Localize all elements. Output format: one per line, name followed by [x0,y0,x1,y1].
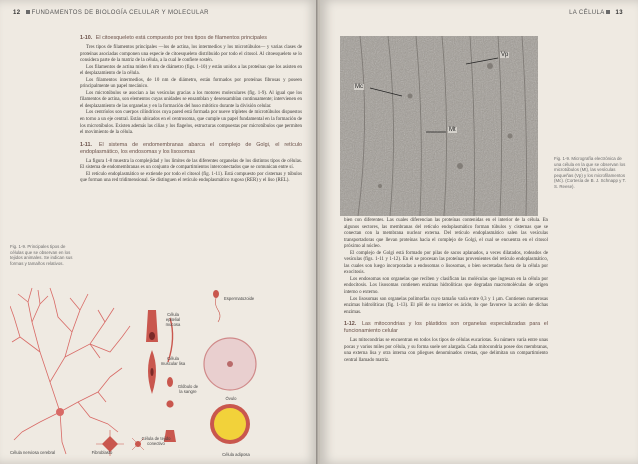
label-ovum: Óvulo [225,396,237,401]
left-running-head [10,10,209,16]
paragraph: Los lisosomas son organelas polimorfas cuyo tamaño varía entre 0,3 y 1 µm. Contienen numerosas enzimas hidrolíticas (fig. 1-13). El pH de su interior es ácido, lo que favorece la acción de dichas enzimas. [344,296,548,315]
label-connective: Célula de tejido conectivo [141,436,171,446]
label-neuron: Célula nerviosa cerebral [10,450,56,455]
paragraph: Los centríolos son cuerpos cilíndricos cuya pared está formada por nueve tripletes de microtúbulos dispuestos en torno a un eje central. Están ubicados en el centrosoma, que cumple un papel fundamental en la formación de los microtúbulos. Existen además las cilias y los flagelos, estructuras compuestas por microtúbulos que permiten el movimiento de la célula. [80,110,302,136]
ovum-drawing [204,338,256,390]
label-vp: Vp [501,52,509,58]
paragraph: Tres tipos de filamentos principales —los de actina, los intermedios y los microtúbulos— y varias clases de proteínas asociadas componen una especie de citoesqueleto distribuido por todo el citosol. Al citoesqueleto se lo considera parte de la matriz de la célula, a la cual le confiere sostén. [80,45,302,64]
epithelial-cell-drawing [146,310,158,342]
section-1-10-heading: 1-10. El citoesqueleto está compuesto por tres tipos de filamentos principales [80,35,267,41]
paragraph: La figura 1-8 muestra la complejidad y los límites de las diferentes organelas de los distintos tipos de células. El sistema de endomembranas es un conjunto de compartimientos interconectados que se comunican entre sí. [80,158,302,171]
paragraph: bien con diferentes. Las cuales diferencian las proteínas contenidas en el interior de la célula. En algunos sectores, las membranas del retículo endoplasmático forman túbulos y cisternas que se conectan con la membrana nuclear externa. Del retículo endoplasmático salen las vesículas transportadoras que llevan proteínas hacia el complejo de Golgi, el cual se encuentra en el citosol próximo al núcleo. [344,218,548,250]
paragraph: Los microtúbulos se asocian a las vesículas gracias a los motores moleculares (fig. 1-9). Al igual que los filamentos de actina, son elementos cuyas unidades se ensamblan y desensamblan continuamente; intervienen en el desplazamiento de las organelas y en la formación del huso mitótico durante la división celular. [80,90,302,109]
muscle-cell-drawing [148,350,156,394]
left-text-column [80,30,302,185]
paragraph: Los filamentos intermedios, de 10 nm de diámetro, están formados por proteínas fibrosas y poseen principalmente un papel mecánico. [80,77,302,90]
left-page [0,0,318,464]
label-mt: Mt [449,127,456,133]
paragraph: Los filamentos de actina miden 8 nm de diámetro (figs. 1-10) y están unidos a las proteínas que los asisten en el desplazamiento de la célula. [80,64,302,77]
label-muscle: Célula muscular lisa [160,356,186,366]
label-sperm: Espermatozoide [224,296,255,301]
label-mc: Mc [355,84,363,90]
square-bullet-icon [606,10,610,14]
label-fibroblast: Fibroblasto [91,450,113,455]
cell-types-figure [10,282,310,458]
paragraph: Las mitocondrias se encuentran en todos los tipos de células eucariotas. Su número varía entre unas pocas y varios miles por célula, y su forma suele ser alargada. Cada mitocondria posee dos membranas, una externa lisa y otra interna con pliegues denominados crestas, que delimitan un compartimiento central llamado matriz. [344,338,548,363]
left-figure-caption: Fig. 1-9. Principales tipos de células que se observan en los tejidos animales. Se indican sus formas y tamaños relativos. [10,244,73,266]
square-bullet-icon [26,10,30,14]
right-page-number: 13 [615,10,623,16]
paragraph: Los endosomas son organelas que reciben y clasifican las moléculas que ingresan en la célula por endocitosis. Los lisosomas contienen enzimas hidrolíticas que degradan macromoléculas de origen interno o externo. [344,276,548,296]
label-fat: Célula adiposa [222,452,250,457]
neuron-soma [56,408,64,416]
paragraph: El retículo endoplasmático se extiende por todo el citosol (fig. 1-11). Está compuesto por cisternas y túbulos que forman una red tridimensional. Se distinguen el retículo endoplasmático rugoso (RER) y el liso (REL). [80,171,302,184]
fat-cell-drawing [210,404,250,444]
right-text-column [344,218,548,364]
right-running-title: LA CÉLULA [569,10,605,16]
section-1-11-heading: 1-11. El sistema de endomembranas abarca el complejo de Golgi, el retículo endoplasmático, los endosomas y los lisosomas [80,141,303,155]
right-running-head [569,10,626,16]
section-1-12-heading: 1-12. Las mitocondrias y los plástidos son organelas especializadas para el funcionamiento celular [344,321,548,335]
left-running-title: FUNDAMENTOS DE BIOLOGÍA CELULAR Y MOLECULAR [31,10,209,16]
left-page-number: 12 [13,10,21,16]
electron-micrograph [340,36,538,216]
label-blood: Glóbulo de la sangre [177,384,199,394]
sperm-drawing [213,290,220,322]
small-cells-drawing [164,318,176,442]
paragraph: El complejo de Golgi está formado por pilas de sacos aplanados, a veces dilatados, rodeados de vesículas (figs. 1-11 y 1-12). En él se procesan las proteínas provenientes del retículo endoplasmático, las cuales son luego incorporadas a endosomas o lisosomas, o bien secretadas fuera de la célula por exocitosis. [344,250,548,276]
micrograph-caption: Fig. 1-9. Micrografía electrónica de una célula en la que se observan los microtúbulos (Mt), las vesículas pequeñas (Vp) y los microfilamentos (Mc). (Cortesía de B. J. Schnapp y T. S. Reese). [554,156,626,189]
neuron-drawing [10,288,130,454]
label-epithelial: Célula epitelial mucosa [165,312,181,327]
